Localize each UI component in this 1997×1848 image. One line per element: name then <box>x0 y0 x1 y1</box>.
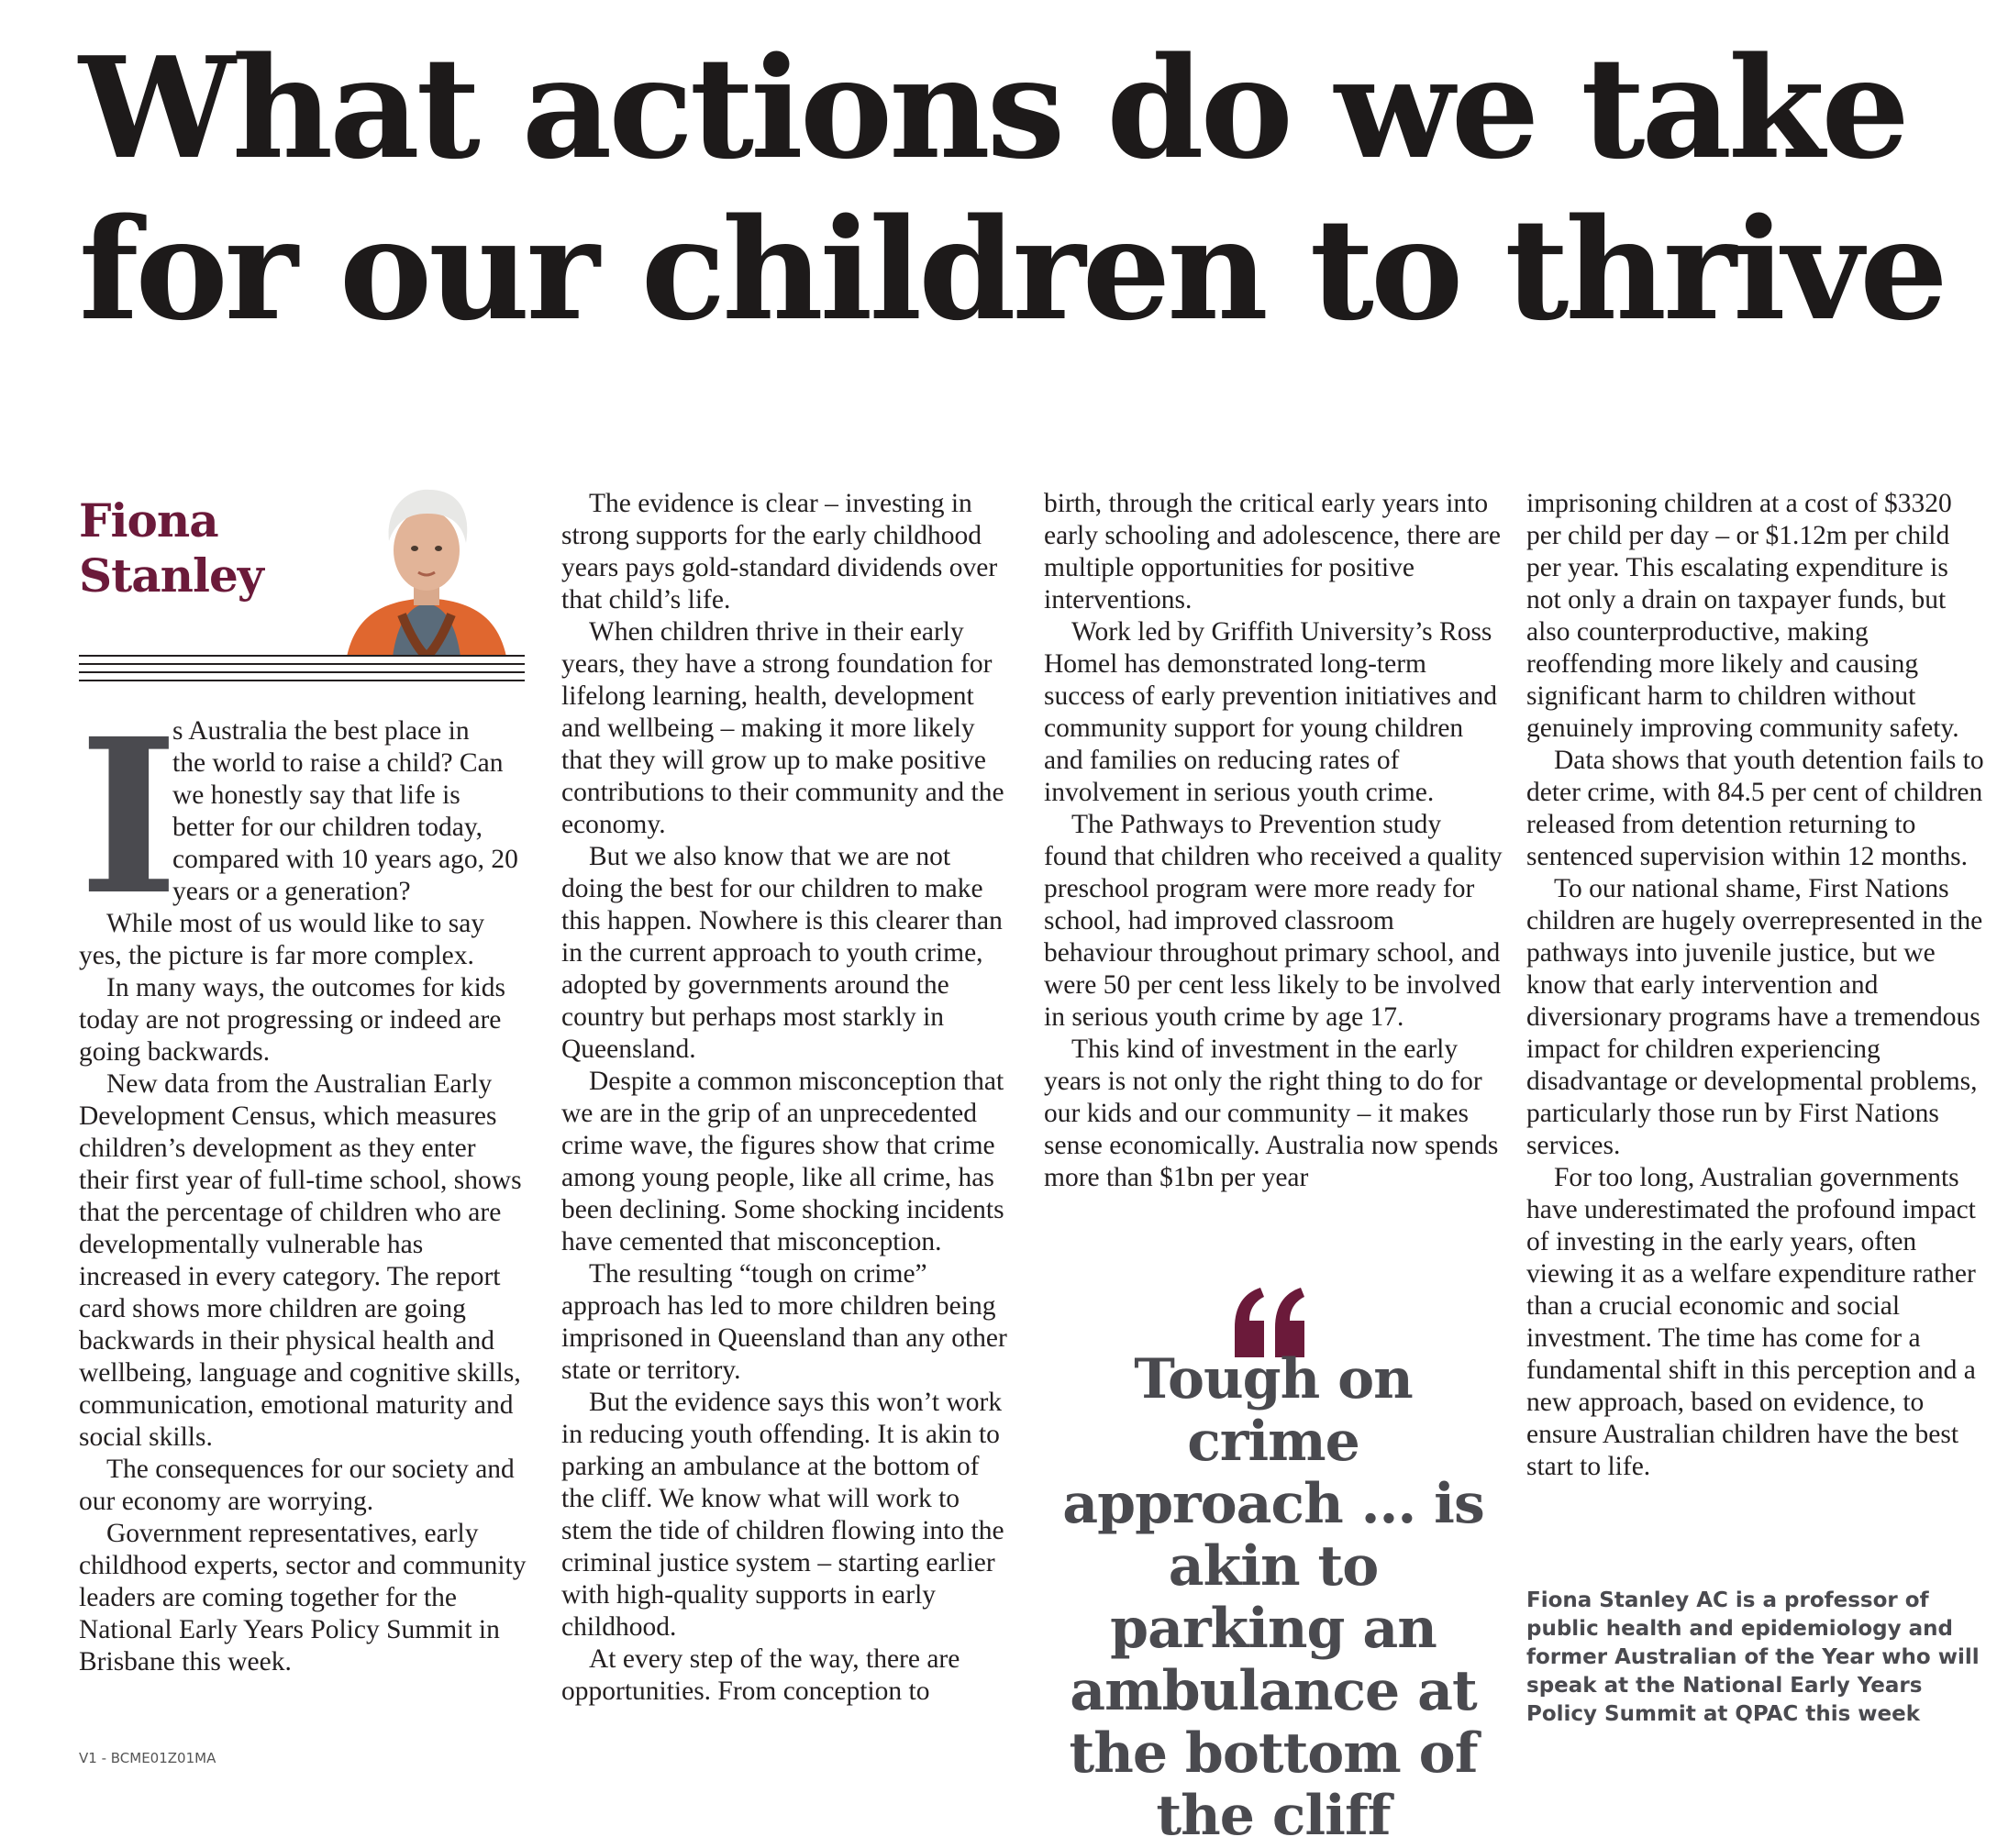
pull-quote: Tough on crime approach ... is akin to parking an ambulance at the bottom of the cliff <box>1062 1347 1484 1848</box>
article-column-3 <box>1044 488 1503 1194</box>
paragraph-2: Data shows that youth detention fails to deter crime, with 84.5 per cent of children released from detention returning to sentenced supervision within 12 months. <box>1526 746 1984 871</box>
paragraph-3: To our national shame, First Nations children are hugely overrepresented in the pathways into juvenile justice, but we know that early intervention and diversionary programs have a tremendous impact for children experiencing disadvantage or developmental problems, particularly those run by First Nations services. <box>1526 874 1983 1160</box>
headline-line-2: for our children to thrive <box>79 187 1945 351</box>
paragraph-1a: s Australia the best place in <box>172 716 470 746</box>
headline <box>79 28 1969 350</box>
paragraph-3: The Pathways to Prevention study found that children who received a quality preschool program were more ready for school, had improved classroom behaviour throughout primary school, and were 50 per cent less likely to be involved in serious youth crime by age 17. <box>1044 810 1503 1032</box>
paragraph-1: imprisoning children at a cost of $3320 per child per day – or $1.12m per child per year. This escalating expenditure is not only a drain on taxpayer funds, but also counterproductive, making reoffending more likely and causing significant harm to children without genuinely improving community safety. <box>1526 489 1959 743</box>
paragraph-1b: the world to raise a child? Can we honestly say that life is better for our children today, compared with 10 years ago, 20 years or a generation? <box>172 748 518 906</box>
page-code: V1 - BCME01Z01MA <box>79 1750 216 1766</box>
paragraph-2: When children thrive in their early years, they have a strong foundation for lifelong learning, health, development and wellbeing – making it more likely that they will grow up to make positive contributions to their community and the economy. <box>561 617 1004 839</box>
paragraph-4: New data from the Australian Early Development Census, which measures children’s development as they enter their first year of full-time school, shows that the percentage of children who are developmentally vulnerable has increased in every category. The report card shows more children are going backwards in their physical health and wellbeing, language and cognitive skills, communication, emotional maturity and social skills. <box>79 1069 522 1452</box>
byline-rules <box>79 655 525 688</box>
headline-line-1: What actions do we take <box>79 26 1906 190</box>
author-byline <box>79 493 272 603</box>
paragraph-3: But we also know that we are not doing the best for our children to make this happen. Nowhere is this clearer than in the current approach to youth crime, adopted by governments around the country but perhaps most starkly in Queensland. <box>561 842 1003 1064</box>
author-first-name: Fiona <box>79 493 218 548</box>
paragraph-2: Work led by Griffith University’s Ross Homel has demonstrated long-term success of early prevention initiatives and community support for young children and families on reducing rates of involvement in serious youth crime. <box>1044 617 1497 807</box>
paragraph-3: In many ways, the outcomes for kids today are not progressing or indeed are going backwards. <box>79 973 506 1067</box>
author-last-name: Stanley <box>79 548 263 603</box>
paragraph-2: While most of us would like to say yes, the picture is far more complex. <box>79 909 485 970</box>
article-column-2 <box>561 488 1011 1708</box>
author-portrait <box>328 477 525 657</box>
paragraph-4: Despite a common misconception that we are in the grip of an unprecedented crime wave, the figures show that crime among young people, like all crime, has been declining. Some shocking incidents have cemented that misconception. <box>561 1067 1004 1256</box>
drop-cap: I <box>79 692 179 942</box>
paragraph-6: But the evidence says this won’t work in reducing youth offending. It is akin to parking an ambulance at the bottom of the cliff. We know what will work to stem the tide of children flowing into the criminal justice system – starting earlier with high-quality supports in early childhood. <box>561 1388 1004 1642</box>
author-bio: Fiona Stanley AC is a professor of public health and epidemiology and former Australian of the Year who will speak at the National Early Years Policy Summit at QPAC this week <box>1526 1588 1980 1726</box>
paragraph-1: The evidence is clear – investing in strong supports for the early childhood years pays gold-standard dividends over that child’s life. <box>561 489 998 614</box>
paragraph-4: For too long, Australian governments have underestimated the profound impact of investing in the early years, often viewing it as a welfare expenditure rather than a crucial economic and social investment. The time has come for a fundamental shift in this perception and a new approach, based on evidence, to ensure Australian children have the best start to life. <box>1526 1163 1976 1481</box>
paragraph-4: This kind of investment in the early years is not only the right thing to do for our kids and our community – it makes sense economically. Australia now spends more than $1bn per year <box>1044 1035 1499 1192</box>
paragraph-5: The consequences for our society and our economy are worrying. <box>79 1455 515 1516</box>
paragraph-6: Government representatives, early childhood experts, sector and community leaders are coming together for the National Early Years Policy Summit in Brisbane this week. <box>79 1519 527 1676</box>
article-column-1 <box>79 715 528 1678</box>
paragraph-1: birth, through the critical early years into early schooling and adolescence, there are multiple opportunities for positive interventions. <box>1044 489 1501 614</box>
article-column-4 <box>1526 488 1985 1483</box>
paragraph-7: At every step of the way, there are opportunities. From conception to <box>561 1644 960 1706</box>
paragraph-5: The resulting “tough on crime” approach has led to more children being imprisoned in Queensland than any other state or territory. <box>561 1259 1007 1385</box>
